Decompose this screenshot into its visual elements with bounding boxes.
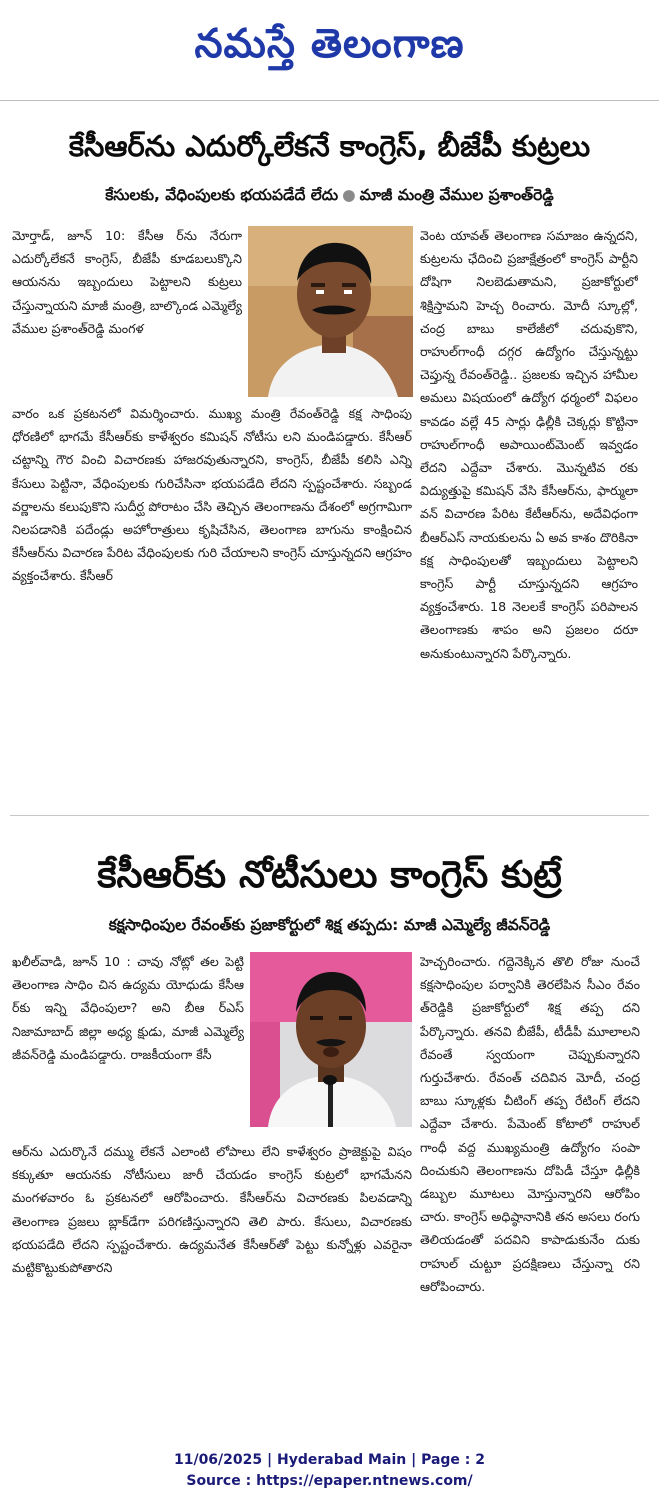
portrait-man-speaking-icon	[250, 952, 412, 1127]
article2-body-col2: హెచ్చరించారు. గద్దెనెక్కిన తొలి రోజు నుంచే కక్షసాధింపుల పర్వానికి తెరలేపిన సీఎం రేవం త్‌రెడ్డికి ప్రజాకోర్టులో శిక్ష తప్ప దని పేర్కొన్నారు. తనవి బీజేపీ, టీడీపీ మూలాలని రేవంతే స్వయంగా చెప్పుకున్నారని గుర్తుచేశారు. రేవంత్ చదివిన మోదీ, చంద్ర బాబు స్కూళ్లకు చీటింగ్ తప్ప రేటింగ్ లేదని ఎద్దేవా చేశారు. పేమెంట్ కోటాలో రాహుల్ గాంధీ వద్ద ముఖ్యమంత్రి ఉద్యోగం సంపా దించుకుని తెలంగాణను దోపిడీ చేస్తూ ఢిల్లీకి డబ్బుల మూటలు మోస్తున్నారని ఆరోపిం చారు. కాంగ్రెస్ అధిష్ఠానానికి తన అసలు రంగు తెలియడంతో పదవిని కాపాడుకునేం దుకు రాహుల్ చుట్టూ ప్రదక్షిణలు చేస్తున్నా రని ఆరోపించారు.	[420, 954, 640, 1294]
article2-body-col1-top: ఖలీల్‌వాడి, జూన్ 10 : చావు నోట్లో తల పెట్టి తెలంగాణ సాధిం చిన ఉద్యమ యోధుడు కేసీఆ ర్‌కు ఇన్ని వేధింపులా? అని బీఆ ర్‌ఎస్ నిజామాబాద్ జిల్లా అధ్య క్షుడు, మాజీ ఎమ్మెల్యే జీవన్‌రెడ్డి మండిపడ్డారు. రాజకీయంగా కేసీ	[12, 954, 244, 1062]
article1-body-col2: వెంట యావత్ తెలంగాణ సమాజం ఉన్నదని, కుట్రలను ఛేదించి ప్రజాక్షేత్రంలో కాంగ్రెస్ పార్టీని దోషిగా నిలబెడుతామని, ప్రజాకోర్టులో శిక్షిస్తామని హెచ్చ రించారు. మోదీ స్కూల్లో, చంద్ర బాబు కాలేజీలో చదువుకొని, రాహుల్‌గాంధీ దగ్గర ఉద్యోగం చేస్తున్నట్టు చెప్తున్న రేవంత్‌రెడ్డి.. ప్రజలకు ఇచ్చిన హామీల అమలు విషయంలో ఉద్యోగ ధర్మంలో విఫలం కావడం వల్లే 45 సార్లు ఢిల్లీకి చెక్కర్లు కొట్టినా రాహుల్‌గాంధీ అపాయింట్‌మెంట్ ఇవ్వడం లేదని ఎద్దేవా చేశారు. మొన్నటివ రకు విద్యుత్తుపై కమిషన్ వేసి కేసీఆర్‌ను, ఫార్ములా వన్ విచారణ పేరిట కేటీఆర్‌ను, అదేవిధంగా బీఆర్‌ఎస్ నాయకులను ఏ అవ కాశం దొరికినా కక్ష సాధింపులతో ఇబ్బందులు పెట్టాలని కాంగ్రెస్ పార్టీ చూస్తున్నదని ఆగ్రహం వ్యక్తంచేశారు. 18 నెలలకే కాంగ్రెస్ పరిపాలన తెలంగాణకు శాపం అని ప్రజలం దరూ అనుకుంటున్నారని పేర్కొన్నారు.	[420, 228, 638, 661]
masthead	[0, 0, 659, 96]
article2-photo	[250, 952, 412, 1127]
article1-body-col1-bottom: వారం ఒక ప్రకటనలో విమర్శించారు. ముఖ్య మంత్రి రేవంత్‌రెడ్డి కక్ష సాధింపు ధోరణిలో భాగమే కేసీఆర్‌కు కాళేశ్వరం కమిషన్ నోటీసు లని మండిపడ్డారు. కేసీఆర్ చట్టాన్ని గౌర వించి విచారణకు హాజరవుతున్నారని, కాంగ్రెస్, బీజేపీ కలిసి ఎన్ని కేసులు పెట్టినా, వేధింపులకు గురిచేసినా భయపడేది లేదని స్పష్టంచేశారు. సబ్బండ వర్ణాలను కలుపుకొని సుదీర్ఘ పోరాటం చేసి తెచ్చిన తెలంగాణను దేశంలో అగ్రగామిగా నిలపడానికి పదేండ్లు అహోరాత్రులు కృషిచేసిన, తెలంగాణ బాగును కాంక్షించిన కేసీఆర్‌ను విచారణ పేరిట వేధింపులకు గురి చేయాలని కాంగ్రెస్ చూస్తున్నదని ఆగ్రహం వ్యక్తంచేశారు. కేసీఆర్	[12, 406, 412, 584]
article2-body-col1-bottom: ఆర్‌ను ఎదుర్కొనే దమ్ము లేకనే ఎలాంటి లోపాలు లేని కాళేశ్వరం ప్రాజెక్టుపై విషం కక్కుతూ ఆయనకు నోటీసులు జారీ చేయడం కాంగ్రెస్ కుట్రలో భాగమేనని మంగళవారం ఓ ప్రకటనలో ఆరోపించారు. కేసీఆర్‌ను విచారణకు పిలవడాన్ని తెలంగాణ ప్రజలు బ్లాక్‌డేగా పరిగణిస్తున్నారని తెలి పారు. కేసులు, విచారణకు భయపడేది లేదని స్పష్టంచేశారు. ఉద్యమనేత కేసీఆర్‌తో పెట్టు కున్నోళ్లు ఎవరైనా మట్టికొట్టుకుపోతారని	[12, 1144, 412, 1276]
newspaper-logo: నమస్తే తెలంగాణ	[194, 20, 465, 67]
portrait-man-mustache-icon	[248, 226, 413, 397]
article1-subhead	[0, 183, 659, 207]
article1-photo	[248, 226, 413, 397]
article2-subhead: కక్షసాధింపుల రేవంత్‌కు ప్రజాకోర్టులో శిక్ష తప్పదు: మాజీ ఎమ్మెల్యే జీవన్‌రెడ్డి	[108, 916, 551, 934]
article1-subhead-left: కేసులకు, వేధింపులకు భయపడేదే లేదు	[105, 186, 339, 204]
footer-source-link[interactable]: Source : https://epaper.ntnews.com/	[186, 1473, 473, 1489]
article1-body-col1-top: మోర్తాడ్, జూన్ 10: కేసీఆ ర్‌ను నేరుగా ఎదుర్కోలేకనే కాంగ్రెస్, బీజేపీ కూడబలుక్కొని ఆయనను ఇబ్బందులు పెట్టాలని కుట్రలు చేస్తున్నాయని మాజీ మంత్రి, బాల్కొండ ఎమ్మెల్యే వేముల ప్రశాంత్‌రెడ్డి మంగళ	[12, 228, 242, 336]
section-divider	[10, 815, 649, 816]
article1-subhead-right: మాజీ మంత్రి వేముల ప్రశాంత్‌రెడ్డి	[359, 186, 554, 204]
masthead-rule	[0, 100, 659, 101]
article1-headline: కేసీఆర్‌ను ఎదుర్కోలేకనే కాంగ్రెస్, బీజేపీ కుట్రలు	[68, 129, 591, 163]
footer-edition-info: 11/06/2025 | Hyderabad Main | Page : 2	[173, 1452, 486, 1468]
article2-headline: కేసీఆర్‌కు నోటీసులు కాంగ్రెస్ కుట్రే	[97, 853, 562, 896]
bullet-dot-icon: ●	[342, 186, 356, 204]
